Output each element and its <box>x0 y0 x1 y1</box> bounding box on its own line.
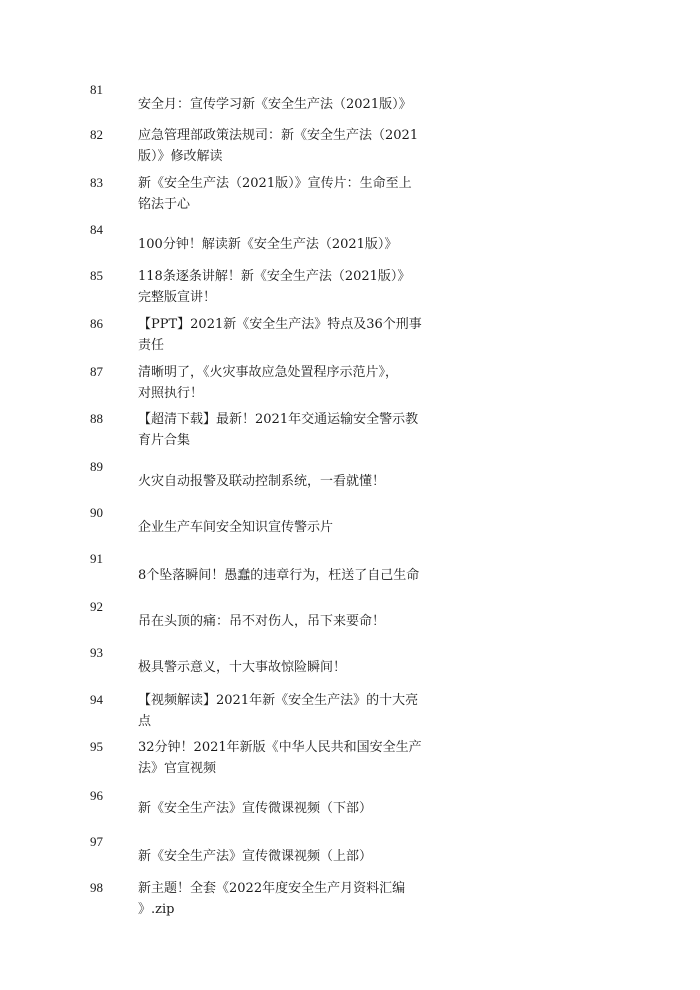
item-number: 85 <box>90 268 103 283</box>
item-number: 88 <box>90 411 103 426</box>
item-number: 87 <box>90 364 103 379</box>
item-number: 89 <box>90 459 103 474</box>
item-number: 81 <box>90 82 103 97</box>
item-number: 86 <box>90 316 103 331</box>
item-title[interactable]: 新《安全生产法》宣传微课视频（上部） <box>138 849 373 864</box>
item-title[interactable]: 新《安全生产法（2021版）》宣传片：生命至上 铭法于心 <box>138 176 412 212</box>
item-title[interactable]: 32分钟！2021年新版《中华人民共和国安全生产 法》官宣视频 <box>138 740 422 776</box>
item-title[interactable]: 火灾自动报警及联动控制系统，一看就懂！ <box>138 474 386 489</box>
item-title[interactable]: 清晰明了，《火灾事故应急处置程序示范片》， 对照执行！ <box>138 365 399 401</box>
item-title[interactable]: 8个坠落瞬间！愚蠢的违章行为，枉送了自己生命 <box>138 568 420 583</box>
item-number: 91 <box>90 551 103 566</box>
item-title[interactable]: 新《安全生产法》宣传微课视频（下部） <box>138 801 373 816</box>
item-title[interactable]: 企业生产车间安全知识宣传警示片 <box>138 520 334 535</box>
item-number: 96 <box>90 788 103 803</box>
item-title[interactable]: 新主题！全套《2022年度安全生产月资料汇编 》.zip <box>138 881 406 917</box>
item-number: 84 <box>90 222 103 237</box>
item-number: 93 <box>90 645 103 660</box>
item-title[interactable]: 118条逐条讲解！新《安全生产法（2021版）》 完整版宣讲！ <box>138 269 411 305</box>
item-title[interactable]: 【视频解读】2021年新《安全生产法》的十大亮 点 <box>138 693 419 729</box>
item-number: 94 <box>90 692 103 707</box>
item-title[interactable]: 【超清下载】最新！2021年交通运输安全警示教 育片合集 <box>138 412 419 448</box>
item-number: 97 <box>90 834 103 849</box>
item-number: 92 <box>90 599 103 614</box>
item-title[interactable]: 极具警示意义，十大事故惊险瞬间！ <box>138 660 347 675</box>
item-title[interactable]: 应急管理部政策法规司：新《安全生产法（2021 版）》修改解读 <box>138 128 419 164</box>
item-title[interactable]: 吊在头顶的痛：吊不对伤人，吊下来要命！ <box>138 614 386 629</box>
item-number: 82 <box>90 127 103 142</box>
item-title[interactable]: 安全月：宣传学习新《安全生产法（2021版）》 <box>138 97 412 112</box>
item-number: 83 <box>90 175 103 190</box>
item-title[interactable]: 100分钟！解读新《安全生产法（2021版）》 <box>138 237 398 252</box>
item-number: 98 <box>90 880 103 895</box>
item-title[interactable]: 【PPT】2021新《安全生产法》特点及36个刑事 责任 <box>138 317 422 353</box>
item-number: 95 <box>90 739 103 754</box>
item-number: 90 <box>90 505 103 520</box>
